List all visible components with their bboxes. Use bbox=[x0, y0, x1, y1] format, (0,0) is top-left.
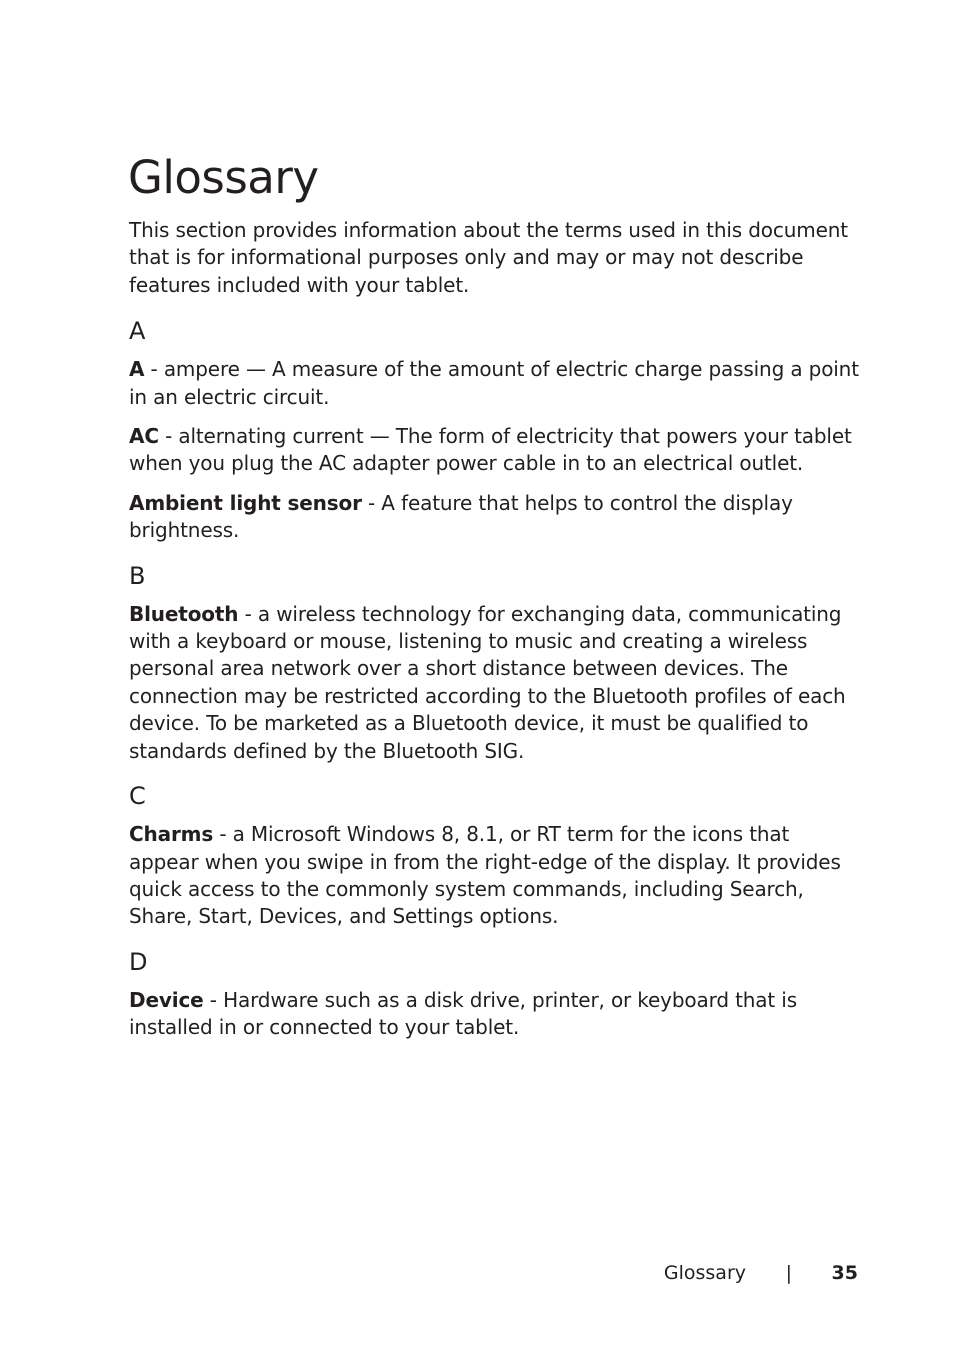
glossary-entry-a bbox=[129, 356, 859, 411]
term-ambient-light-sensor: Ambient light sensor bbox=[129, 490, 362, 515]
glossary-entry-bluetooth bbox=[129, 601, 859, 765]
glossary-entry-charms bbox=[129, 821, 859, 931]
definition-device: - Hardware such as a disk drive, printer, or keyboard that is installed in or connected to your tablet. bbox=[129, 987, 797, 1040]
term-charms: Charms bbox=[129, 822, 214, 847]
glossary-content bbox=[129, 217, 859, 1054]
definition-charms: - a Microsoft Windows 8, 8.1, or RT term for the icons that appear when you swipe in from the right-edge of the display. It provides quick access to the commonly system commands, including Search, Share, Start, Devices, and Settings options. bbox=[129, 822, 841, 929]
definition-ambient-light-sensor: - A feature that helps to control the display brightness. bbox=[129, 490, 793, 543]
intro-paragraph: This section provides information about the terms used in this document that is for informational purposes only and may or may not describe features included with your tablet. bbox=[129, 218, 848, 297]
footer-section-title: Glossary bbox=[663, 1262, 746, 1284]
glossary-entry-ac bbox=[129, 423, 859, 478]
section-letter-b: B bbox=[129, 561, 146, 590]
definition-ac: - alternating current — The form of electricity that powers your tablet when you plug the AC adapter power cable in to an electrical outlet. bbox=[129, 424, 852, 476]
term-a: A bbox=[129, 357, 145, 382]
glossary-section-a bbox=[129, 316, 859, 544]
definition-a: - ampere — A measure of the amount of electric charge passing a point in an electric circuit. bbox=[129, 357, 859, 409]
section-letter-c: C bbox=[129, 782, 146, 811]
section-letter-a: A bbox=[129, 317, 146, 346]
glossary-entry-ambient-light-sensor bbox=[129, 490, 859, 545]
footer-separator: | bbox=[785, 1262, 792, 1284]
glossary-section-b bbox=[129, 561, 859, 765]
glossary-entry-device bbox=[129, 987, 859, 1042]
definition-bluetooth: - a wireless technology for exchanging data, communicating with a keyboard or mouse, listening to music and creating a wireless personal area network over a short distance between devices. The connection may be restricted according to the Bluetooth profiles of each device. To be marketed as a Bluetooth device, it must be qualified to standards defined by the Bluetooth SIG. bbox=[129, 601, 846, 763]
term-ac: AC bbox=[129, 424, 159, 449]
page-number: 35 bbox=[831, 1262, 858, 1284]
section-letter-d: D bbox=[129, 947, 148, 976]
term-bluetooth: Bluetooth bbox=[129, 601, 239, 626]
page-title: Glossary bbox=[128, 151, 319, 204]
term-device: Device bbox=[129, 987, 204, 1012]
glossary-section-d bbox=[129, 947, 859, 1042]
glossary-section-c bbox=[129, 781, 859, 931]
